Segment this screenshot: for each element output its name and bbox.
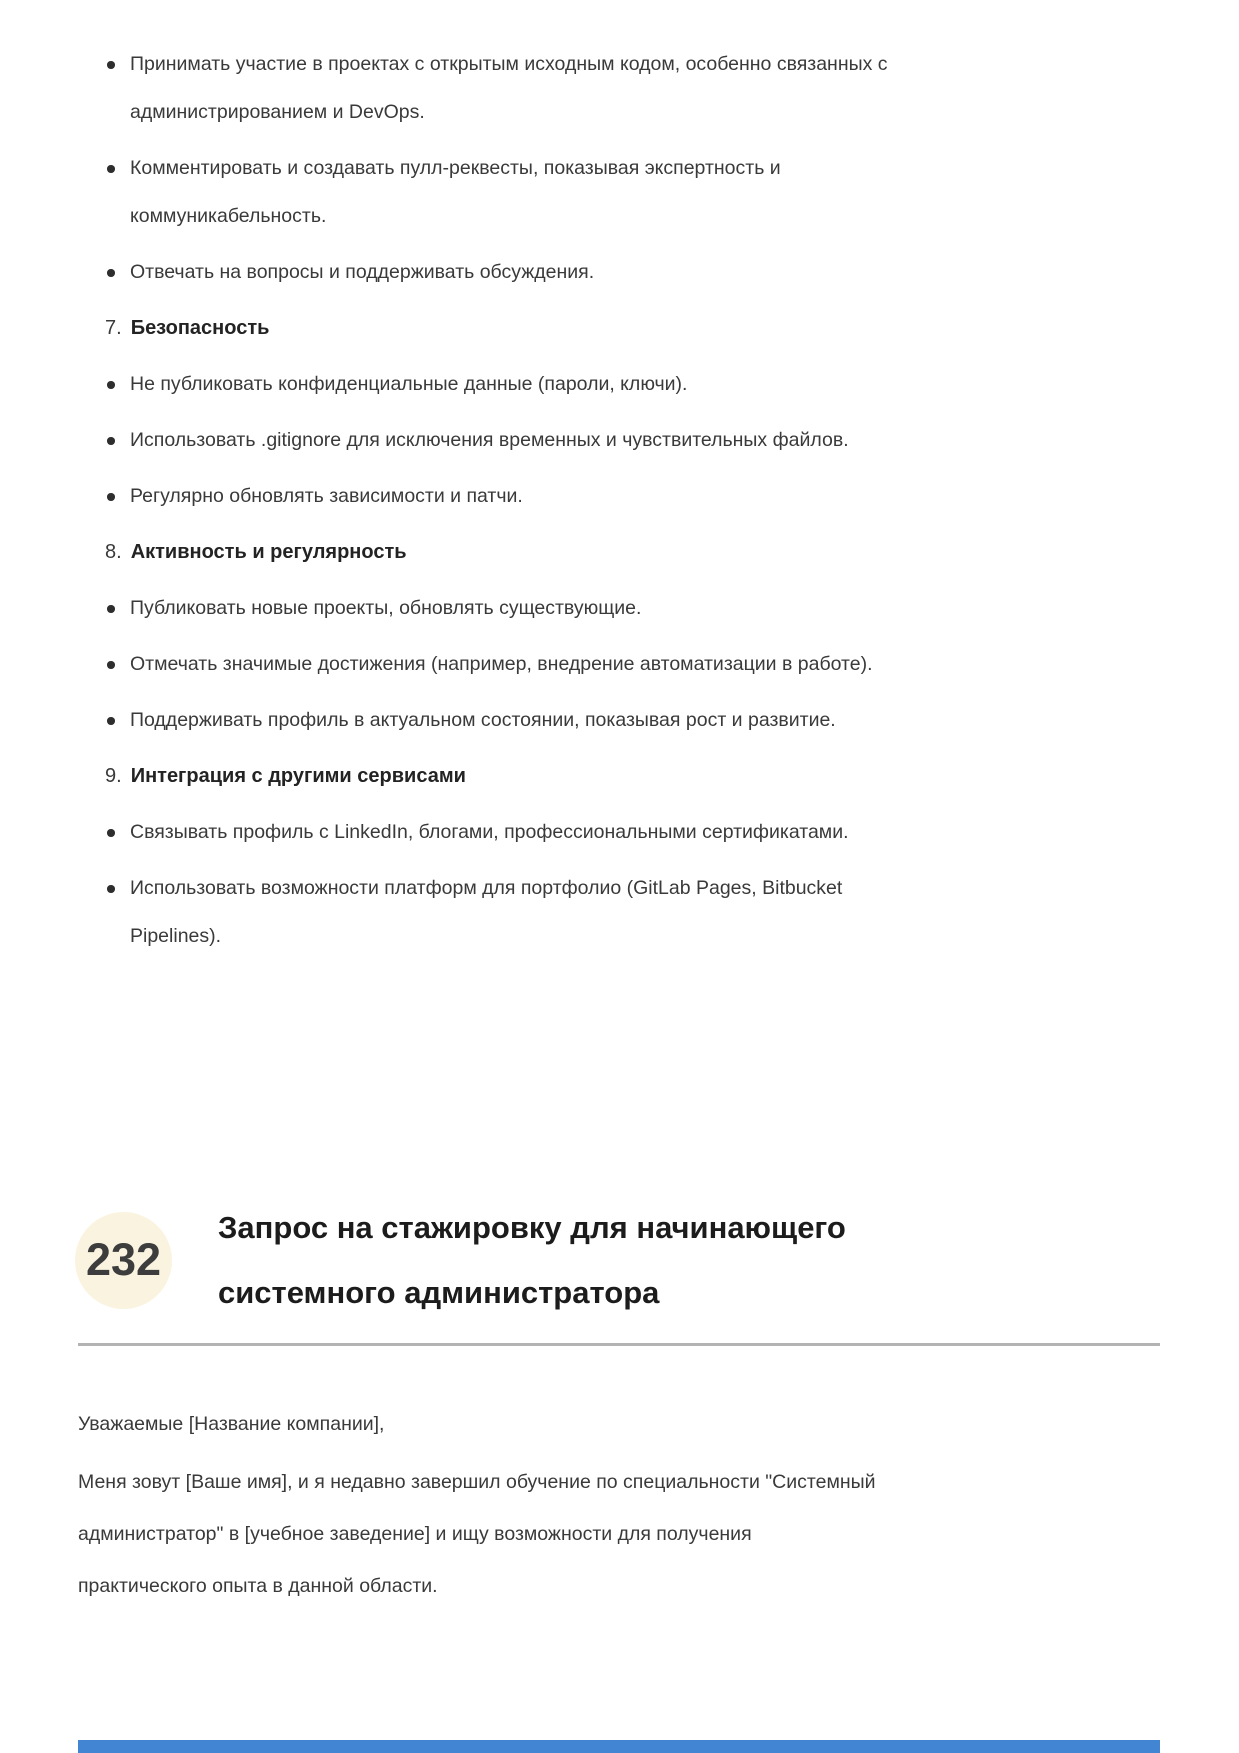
list-item: Связывать профиль с LinkedIn, блогами, профессиональными сертификатами. (105, 808, 920, 856)
section-number: 7. (105, 317, 122, 339)
intro-bullet-list (78, 40, 1160, 296)
section-7-bullet-list (78, 360, 1160, 520)
section-9-bullet-list (78, 808, 1160, 960)
chapter-title: Запрос на стажировку для начинающего системного администратора (218, 1210, 846, 1310)
list-item: Публиковать новые проекты, обновлять существующие. (105, 584, 920, 632)
section-title: Интеграция с другими сервисами (130, 765, 466, 787)
chapter-number-badge (75, 1212, 172, 1309)
section-number: 8. (105, 541, 122, 563)
section-8-bullet-list (78, 584, 1160, 744)
section-heading-9 (78, 752, 1160, 800)
list-item: Принимать участие в проектах с открытым исходным кодом, особенно связанных с администрированием и DevOps. (105, 40, 920, 136)
section-number: 9. (105, 765, 122, 787)
section-heading-8 (78, 528, 1160, 576)
section-heading-7 (78, 304, 1160, 352)
list-item: Не публиковать конфиденциальные данные (пароли, ключи). (105, 360, 920, 408)
chapter-divider (78, 1343, 1160, 1346)
section-title: Активность и регулярность (130, 541, 407, 563)
list-item: Отвечать на вопросы и поддерживать обсуждения. (105, 248, 920, 296)
list-item: Использовать возможности платформ для портфолио (GitLab Pages, Bitbucket Pipelines). (105, 864, 920, 960)
list-item: Отмечать значимые достижения (например, внедрение автоматизации в работе). (105, 640, 920, 688)
letter-salutation: Уважаемые [Название компании], (78, 1413, 385, 1435)
chapter-number: 232 (85, 1234, 162, 1285)
list-item: Использовать .gitignore для исключения временных и чувствительных файлов. (105, 416, 920, 464)
section-title: Безопасность (130, 317, 270, 339)
list-item: Регулярно обновлять зависимости и патчи. (105, 472, 920, 520)
bottom-accent-bar (78, 1740, 1160, 1753)
list-item: Поддерживать профиль в актуальном состоянии, показывая рост и развитие. (105, 696, 920, 744)
chapter-header (78, 1195, 1160, 1325)
letter-paragraph: Меня зовут [Ваше имя], и я недавно завершил обучение по специальности "Системный администратор" в [учебное заведение] и ищу возможности для получения практического опыта в данной области. (78, 1471, 876, 1597)
list-item: Комментировать и создавать пулл-реквесты, показывая экспертность и коммуникабельность. (105, 144, 920, 240)
